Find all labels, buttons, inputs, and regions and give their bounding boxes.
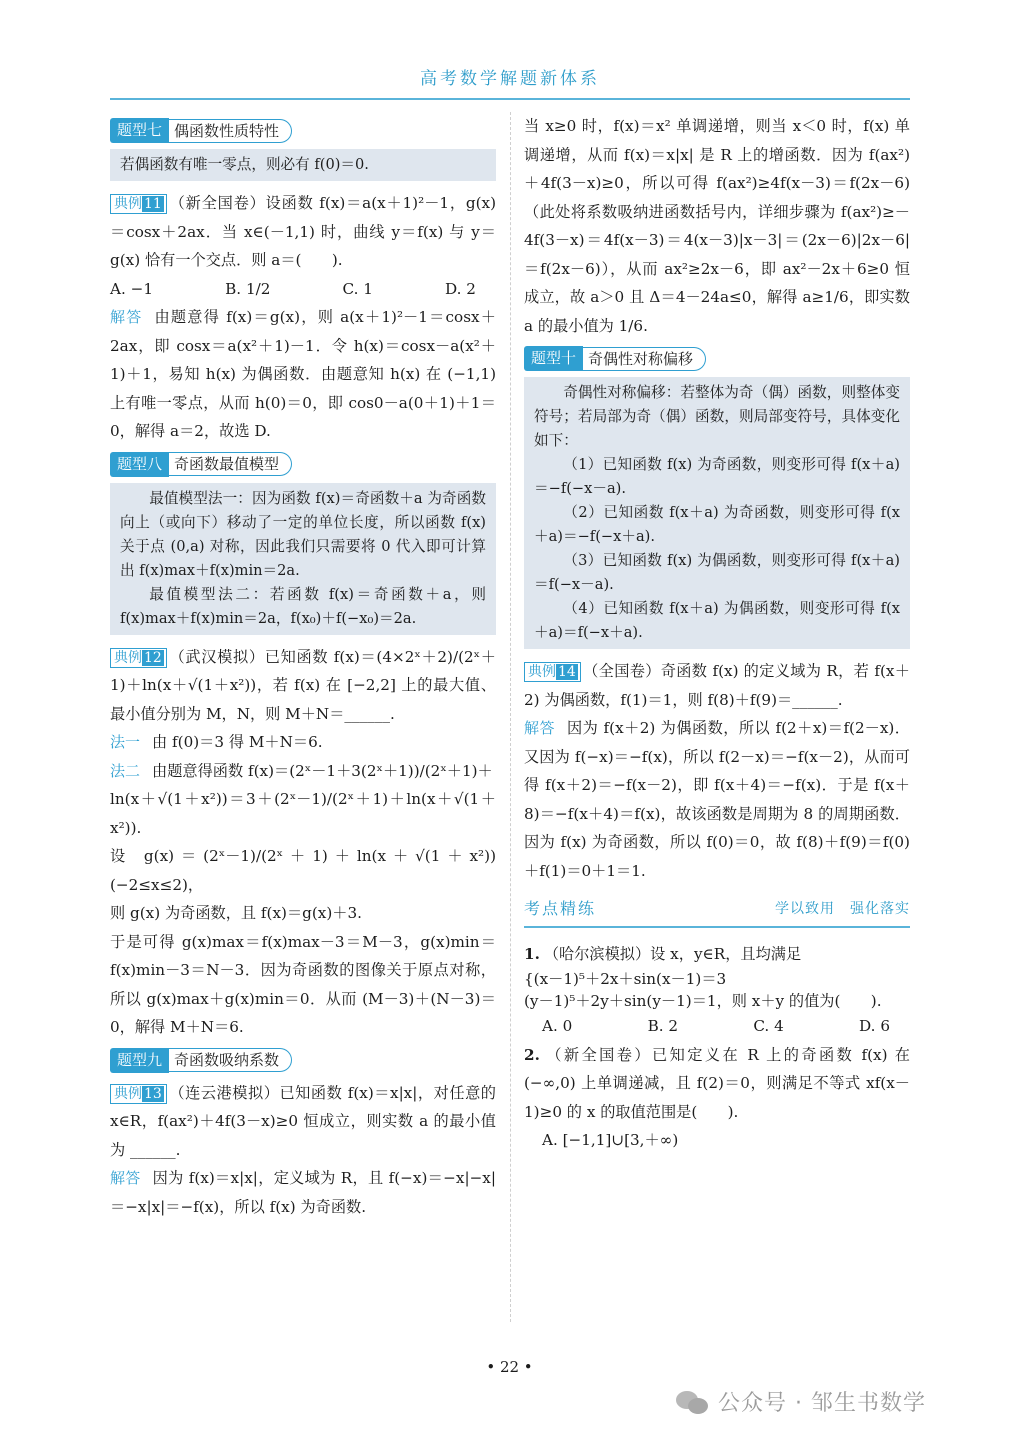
solution-text: 由题意得 f(x)＝g(x)，则 a(x＋1)²－1＝cosx＋2ax，即 cosx＝a(x²＋1)－1．令 h(x)＝cosx－a(x²＋1)＋1，易知 h(x) 为偶函数．由题意知 h(x) 在 (−1,1) 上有唯一零点，从而 h(0)＝0，即 cos0－a(0＋1)＋1＝0，解得 a＝2，故选 D. bbox=[110, 308, 496, 440]
topic-8 bbox=[110, 452, 496, 477]
question-1 bbox=[524, 940, 910, 969]
method-1 bbox=[110, 728, 496, 757]
question-text: （哈尔滨模拟）设 x，y∈R，且均满足 bbox=[543, 944, 802, 963]
topic-tag: 题型八 bbox=[110, 452, 169, 477]
method-line-5: 于是可得 g(x)max＝f(x)max－3＝M－3，g(x)min＝f(x)min－3＝N－3．因为奇函数的图像关于原点对称，所以 g(x)max＋g(x)min＝0．从而 (M－3)＋(N－3)＝0，解得 M＋N＝6. bbox=[110, 932, 496, 1036]
question-text: （新全国卷）已知定义在 R 上的奇函数 f(x) 在 (−∞,0) 上单调递减，且 f(2)＝0，则满足不等式 xf(x－1)≥0 的 x 的取值范围是( ). bbox=[524, 1045, 910, 1121]
watermark-text: 公众号 · 邹生书数学 bbox=[718, 1391, 926, 1416]
topic-name: 偶函数性质特性 bbox=[169, 119, 292, 143]
method-line-3: 设 g(x)＝(2ˣ－1)/(2ˣ＋1)＋ln(x＋√(1＋x²))(−2≤x≤2)， bbox=[110, 847, 496, 894]
summary-box-8 bbox=[110, 483, 496, 635]
method-label: 法二 bbox=[110, 761, 141, 780]
solution-text: 因为 f(x)＝x|x|，定义域为 R，且 f(−x)＝−x|−x|＝−x|x|＝−f(x)，所以 f(x) 为奇函数. bbox=[110, 1169, 496, 1216]
example-text: （全国卷）奇函数 f(x) 的定义域为 R，若 f(x＋2) 为偶函数，f(1)＝1，则 f(8)＋f(9)＝______. bbox=[524, 662, 910, 709]
method-line-1: 由题意得函数 f(x)＝(2ˣ－1＋3(2ˣ＋1))/(2ˣ＋1)＋ bbox=[152, 761, 493, 780]
example-11 bbox=[110, 189, 496, 275]
topic-tag: 题型七 bbox=[110, 118, 169, 143]
system-eq-2: (y－1)⁵＋2y＋sin(y－1)＝1 bbox=[524, 992, 717, 1010]
option-d: D. 6 bbox=[859, 1017, 890, 1035]
example-tag: 典例 14 bbox=[524, 662, 581, 682]
summary-box-10 bbox=[524, 377, 910, 649]
solution-text: 因为 f(x＋2) 为偶函数，所以 f(2＋x)＝f(2－x)．又因为 f(−x)＝−f(x)，所以 f(2－x)＝−f(x－2)，从而可得 f(x＋2)＝−f(x－2)，即 f(x＋4)＝−f(x)．于是 f(x＋8)＝−f(x＋4)＝f(x)，故该函数是周期为 8 的周期函数．因为 f(x) 为奇函数，所以 f(0)＝0，故 f(8)＋f(9)＝f(0)＋f(1)＝0＋1＝1. bbox=[524, 719, 910, 880]
method-label: 法一 bbox=[110, 733, 141, 751]
box-text: 若偶函数有唯一零点，则必有 f(0)＝0. bbox=[120, 156, 369, 173]
method-text: 由 f(0)＝3 得 M＋N＝6. bbox=[152, 733, 323, 751]
practice-slogan: 学以致用 强化落实 bbox=[775, 901, 910, 917]
example-14 bbox=[524, 657, 910, 714]
question-2-option-a: A. [−1,1]∪[3,＋∞) bbox=[542, 1131, 679, 1149]
example-tag: 典例 12 bbox=[110, 648, 167, 668]
question-1-system bbox=[524, 968, 910, 1012]
page-number: • 22 • bbox=[486, 1358, 533, 1376]
topic-tag: 题型九 bbox=[110, 1048, 169, 1073]
topic-name: 奇函数吸纳系数 bbox=[169, 1048, 292, 1072]
method-line-2: ln(x＋√(1＋x²))＝3＋(2ˣ－1)/(2ˣ＋1)＋ln(x＋√(1＋x²)). bbox=[110, 790, 496, 837]
solution-14 bbox=[524, 714, 910, 885]
page-header bbox=[110, 64, 910, 100]
solution-label: 解答 bbox=[110, 1169, 141, 1187]
question-number: 1. bbox=[524, 944, 540, 963]
watermark bbox=[676, 1386, 926, 1417]
option-a: A. −1 bbox=[110, 279, 154, 298]
solution-label: 解答 bbox=[110, 308, 143, 326]
example-text: （连云港模拟）已知函数 f(x)＝x|x|，对任意的 x∈R，f(ax²)＋4f(3－x)≥0 恒成立，则实数 a 的最小值为 ______. bbox=[110, 1083, 496, 1159]
option-d: D. 2 bbox=[445, 279, 476, 298]
box-intro: 奇偶性对称偏移：若整体为奇（偶）函数，则整体变符号；若局部为奇（偶）函数，则局部变符号，具体变化如下： bbox=[534, 384, 900, 449]
solution-11 bbox=[110, 303, 496, 446]
example-12 bbox=[110, 643, 496, 729]
box-case-2: （2）已知函数 f(x＋a) 为奇函数，则变形可得 f(x＋a)＝−f(−x＋a). bbox=[534, 504, 900, 545]
practice-title: 考点精练 bbox=[524, 899, 597, 918]
box-case-4: （4）已知函数 f(x＋a) 为偶函数，则变形可得 f(x＋a)＝f(−x＋a). bbox=[534, 600, 900, 641]
topic-10 bbox=[524, 346, 910, 371]
solution-13-continued: 当 x≥0 时，f(x)＝x² 单调递增，则当 x＜0 时，f(x) 单调递增，从而 f(x)＝x|x| 是 R 上的增函数．因为 f(ax²)＋4f(3－x)≥0，所以可得 f(ax²)≥4f(x－3)＝f(2x－6)（此处将系数吸纳进函数括号内，详细步骤为 f(ax²)≥－4f(3－x)＝4f(x－3)＝4(x－3)|x－3|＝(2x－6)|2x－6|＝f(2x－6)），从而 ax²≥2x－6，即 ax²－2x＋6≥0 恒成立，故 a＞0 且 Δ＝4－24a≤0，解得 a≥1/6，即实数 a 的最小值为 1/6. bbox=[524, 117, 910, 335]
solution-label: 解答 bbox=[524, 719, 555, 737]
options-q1 bbox=[524, 1012, 910, 1041]
summary-box-7 bbox=[110, 149, 496, 181]
option-c: C. 4 bbox=[753, 1017, 784, 1035]
question-tail: ，则 x＋y 的值为( ). bbox=[716, 992, 882, 1010]
right-column bbox=[524, 112, 910, 1155]
method-line-4: 则 g(x) 为奇函数，且 f(x)＝g(x)＋3. bbox=[110, 904, 362, 922]
topic-name: 奇函数最值模型 bbox=[169, 452, 292, 476]
option-b: B. 2 bbox=[647, 1017, 679, 1035]
header-title: 高考数学解题新体系 bbox=[420, 69, 600, 89]
example-tag: 典例 13 bbox=[110, 1084, 167, 1104]
question-number: 2. bbox=[524, 1045, 540, 1064]
wechat-icon bbox=[676, 1389, 710, 1415]
option-b: B. 1/2 bbox=[225, 279, 271, 298]
topic-name: 奇偶性对称偏移 bbox=[583, 347, 706, 371]
example-tag: 典例 11 bbox=[110, 194, 167, 214]
topic-7 bbox=[110, 118, 496, 143]
box-para-1: 最值模型法一：因为函数 f(x)＝奇函数＋a 为奇函数向上（或向下）移动了一定的单位长度，所以函数 f(x) 关于点 (0,a) 对称，因此我们只需要将 0 代入即可计算出 f(x)max＋f(x)min＝2a. bbox=[120, 489, 486, 579]
method-2 bbox=[110, 757, 496, 786]
column-divider bbox=[510, 112, 511, 1322]
box-case-3: （3）已知函数 f(x) 为偶函数，则变形可得 f(x＋a)＝f(−x－a). bbox=[534, 552, 900, 593]
box-case-1: （1）已知函数 f(x) 为奇函数，则变形可得 f(x＋a)＝−f(−x－a). bbox=[534, 456, 900, 497]
topic-9 bbox=[110, 1048, 496, 1073]
example-text: （新全国卷）设函数 f(x)＝a(x＋1)²－1，g(x)＝cosx＋2ax．当 x∈(－1,1) 时，曲线 y＝f(x) 与 y＝g(x) 恰有一个交点．则 a＝( ). bbox=[110, 194, 496, 269]
example-text: （武汉模拟）已知函数 f(x)＝(4×2ˣ＋2)/(2ˣ＋1)＋ln(x＋√(1＋x²))，若 f(x) 在 [−2,2] 上的最大值、最小值分别为 M，N，则 M＋N＝______. bbox=[110, 647, 496, 723]
topic-tag: 题型十 bbox=[524, 346, 583, 371]
options-11 bbox=[110, 275, 496, 304]
practice-banner bbox=[524, 895, 910, 928]
box-para-2: 最值模型法二：若函数 f(x)＝奇函数＋a，则 f(x)max＋f(x)min＝2a，f(x₀)＋f(−x₀)＝2a. bbox=[120, 585, 486, 627]
option-c: C. 1 bbox=[342, 279, 373, 298]
solution-13 bbox=[110, 1164, 496, 1221]
option-a: A. 0 bbox=[542, 1017, 573, 1035]
system-eq-1: {(x－1)⁵＋2x＋sin(x－1)＝3 bbox=[524, 970, 727, 988]
example-13 bbox=[110, 1079, 496, 1165]
question-2 bbox=[524, 1041, 910, 1127]
left-column bbox=[110, 112, 496, 1221]
